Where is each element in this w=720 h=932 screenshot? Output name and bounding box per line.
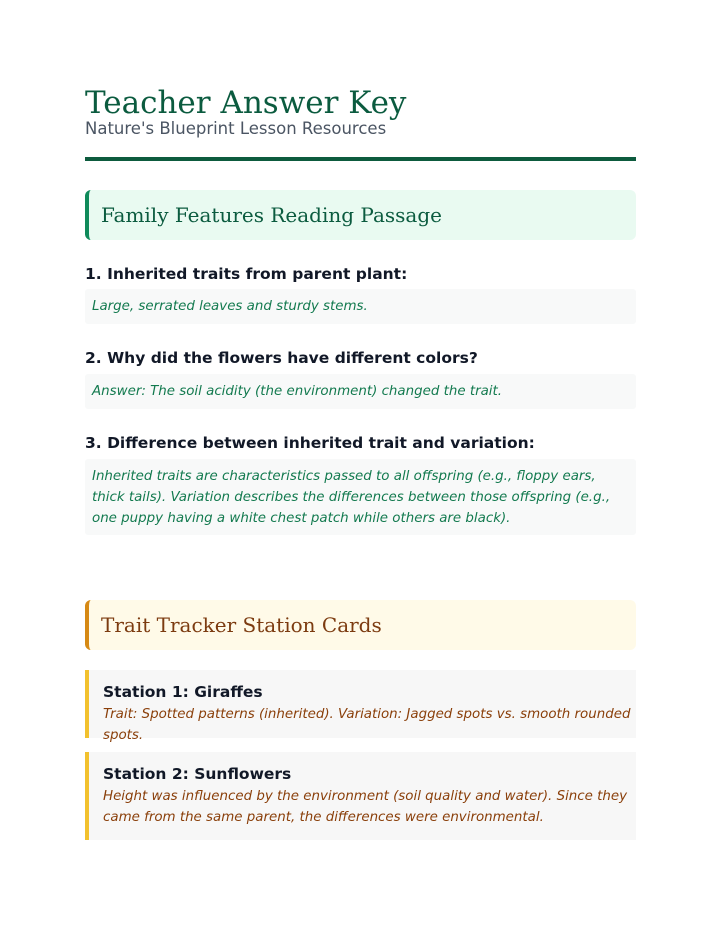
section-heading-label: Family Features Reading Passage [101,203,442,227]
station-text: Trait: Spotted patterns (inherited). Variation: Jagged spots vs. smooth rounded spots. [103,707,631,743]
page-subtitle: Nature's Blueprint Lesson Resources [85,119,387,138]
page-title: Teacher Answer Key [85,85,407,121]
station-card-giraffes [85,670,636,743]
section-heading-trait-tracker [85,600,636,650]
question-1: 1. Inherited traits from parent plant: [85,265,408,283]
answer-2: Answer: The soil acidity (the environment) changed the trait. [85,374,636,409]
section-heading-family-features [85,190,636,240]
answer-3: Inherited traits are characteristics passed to all offspring (e.g., floppy ears, thick tails). Variation describes the differences between those offspring (e.g., one puppy having a white chest patch while others are black). [85,459,636,535]
station-text: Height was influenced by the environment (soil quality and water). Since they came from the same parent, the differences were environmental. [103,789,628,825]
station-title: Station 2: Sunflowers [103,765,292,783]
answer-1: Large, serrated leaves and sturdy stems. [85,289,636,324]
station-card-sunflowers [85,752,636,840]
section-heading-label: Trait Tracker Station Cards [101,613,382,637]
header-divider [85,157,636,161]
question-2: 2. Why did the flowers have different colors? [85,349,478,367]
page-header [85,84,636,140]
station-title: Station 1: Giraffes [103,683,263,701]
question-3: 3. Difference between inherited trait and variation: [85,434,535,452]
